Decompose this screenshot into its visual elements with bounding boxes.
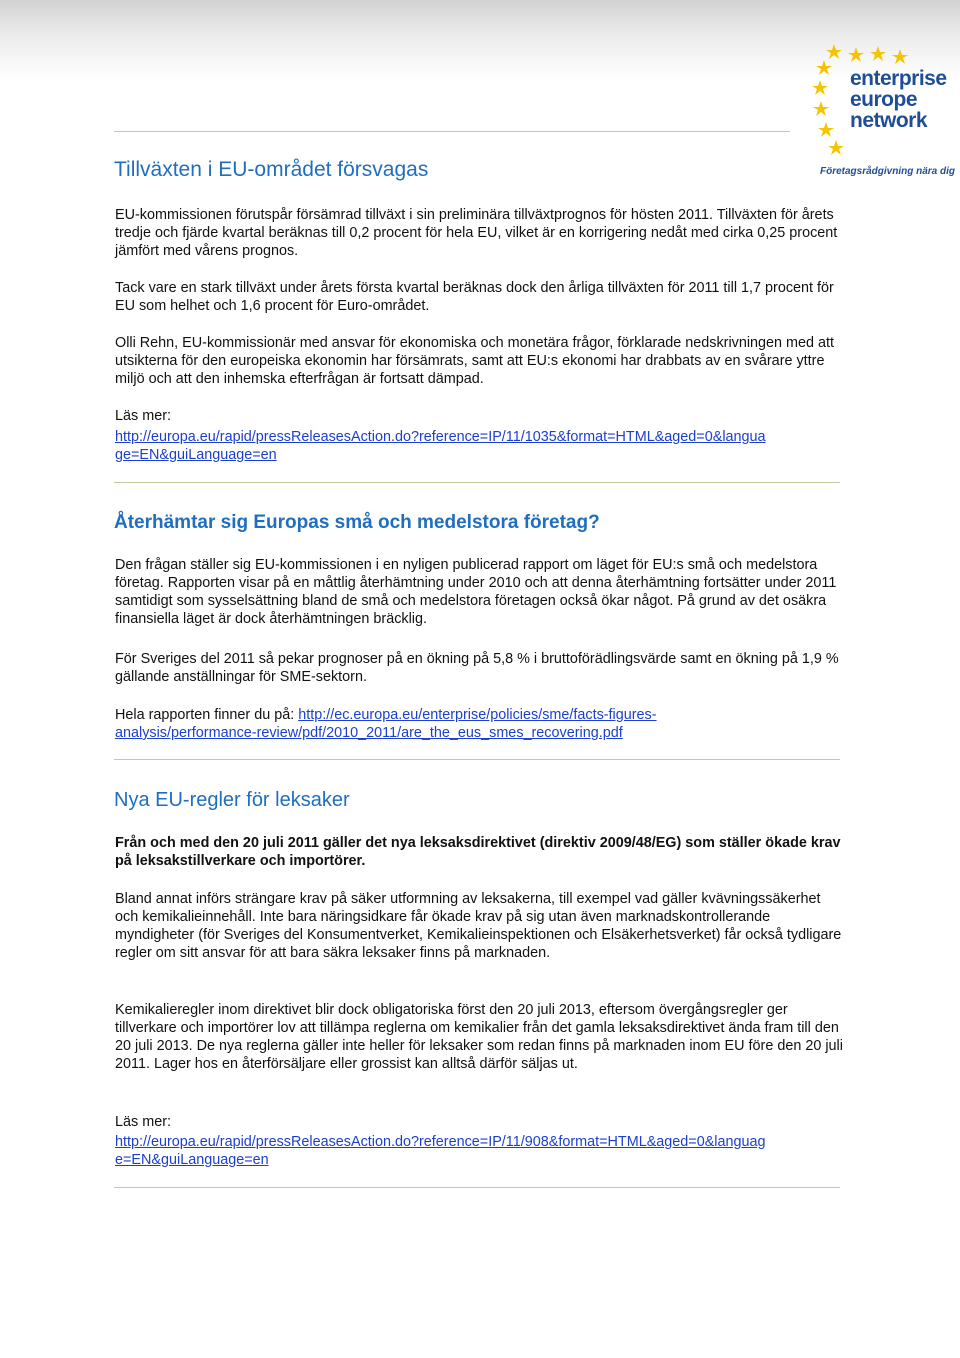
- section-title: Återhämtar sig Europas små och medelstora företag?: [114, 512, 600, 533]
- paragraph: Bland annat införs strängare krav på säker utformning av leksakerna, till exempel vad gäller kvävningssäkerhet och kemikalieinnehåll. Inte bara näringsidkare får ökade krav på sig utan även marknadskontrollerande myndigheter (för Sveriges del Konsumentverket, Kemikalieinspektionen och Elsäkerhetsverket) får också tydligare regler om sitt ansvar för att bara säkra leksaker finns på marknaden.: [115, 891, 842, 961]
- paragraph: Kemikalieregler inom direktivet blir dock obligatoriska först den 20 juli 2013, eftersom övergångsregler ger tillverkare och importörer lov att tillämpa reglerna om kemikalier från det gamla leksaksdirektivet ända fram till den 20 juli 2013. De nya reglerna gäller inte heller för leksaker som redan finns på marknaden inom EU före den 20 juli 2011. Lager hos en återförsäljare eller grossist kan alltså därför säljas ut.: [115, 1002, 843, 1072]
- link-line[interactable]: http://europa.eu/rapid/pressReleasesAction.do?reference=IP/11/908&format=HTML&aged=0&languag: [115, 1134, 766, 1150]
- press-release-link[interactable]: [115, 1133, 855, 1169]
- divider: [114, 482, 840, 483]
- divider: [114, 1187, 840, 1188]
- paragraph: För Sveriges del 2011 så pekar prognoser på en ökning på 5,8 % i bruttoförädlingsvärde samt en ökning på 1,9 % gällande anställningar för SME-sektorn.: [115, 651, 839, 685]
- star-row-icon: [846, 46, 946, 66]
- logo-wordmark: [850, 68, 947, 131]
- lead-paragraph: Från och med den 20 juli 2011 gäller det nya leksaksdirektivet (direktiv 2009/48/EG) som ställer ökade krav på leksakstillverkare och importörer.: [115, 835, 841, 869]
- paragraph: Olli Rehn, EU-kommissionär med ansvar för ekonomiska och monetära frågor, förklarade nedskrivningen med att utsikterna för den europeiska ekonomin har försämrats, samt att EU:s ekonomi har drabbats av en svårare yttre miljö och att den inhemska efterfrågan är fortsatt dämpad.: [115, 335, 835, 387]
- divider: [114, 759, 840, 760]
- report-link-prefix: Hela rapporten finner du på:: [115, 707, 299, 723]
- section-title: Tillväxten i EU-området försvagas: [114, 158, 429, 181]
- report-link-paragraph: [115, 706, 845, 742]
- divider: [114, 131, 790, 132]
- report-link[interactable]: analysis/performance-review/pdf/2010_2011/are_the_eus_smes_recovering.pdf: [115, 725, 623, 741]
- report-link[interactable]: http://ec.europa.eu/enterprise/policies/sme/facts-figures-: [298, 707, 657, 723]
- logo-line-1: enterprise: [850, 67, 947, 90]
- logo-tagline: Företagsrådgivning nära dig: [820, 166, 956, 177]
- link-line[interactable]: http://europa.eu/rapid/pressReleasesAction.do?reference=IP/11/1035&format=HTML&aged=0&langua: [115, 429, 766, 445]
- press-release-link[interactable]: [115, 428, 855, 464]
- paragraph: EU-kommissionen förutspår försämrad tillväxt i sin preliminära tillväxtprognos för hösten 2011. Tillväxten för årets tredje och fjärde kvartal beräknas till 0,2 procent för hela EU, vilket är en korrigering nedåt med cirka 0,25 procent jämfört med vårens prognos.: [115, 207, 838, 259]
- paragraph: Tack vare en stark tillväxt under årets första kvartal beräknas dock den årliga tillväxten för 2011 till 1,7 procent för EU som helhet och 1,6 procent för Euro-området.: [115, 280, 834, 314]
- logo-line-3: network: [850, 109, 928, 132]
- logo-line-2: europe: [850, 88, 918, 111]
- link-line[interactable]: ge=EN&guiLanguage=en: [115, 447, 277, 463]
- read-more-label: Läs mer:: [115, 1114, 171, 1130]
- enterprise-europe-network-logo: [812, 38, 956, 183]
- paragraph: Den frågan ställer sig EU-kommissionen i en nyligen publicerad rapport om läget för EU:s små och medelstora företag. Rapporten visar på en måttlig återhämtning under 2010 och att denna återhämtning fortsätter under 2011 samtidigt som sysselsättning bland de små och medelstora företagen också ökar något. På grund av det osäkra finansiella läget är dock återhämtningen bräcklig.: [115, 557, 837, 627]
- section-title: Nya EU-regler för leksaker: [114, 789, 350, 811]
- read-more-label: Läs mer:: [115, 408, 171, 424]
- link-line[interactable]: e=EN&guiLanguage=en: [115, 1152, 269, 1168]
